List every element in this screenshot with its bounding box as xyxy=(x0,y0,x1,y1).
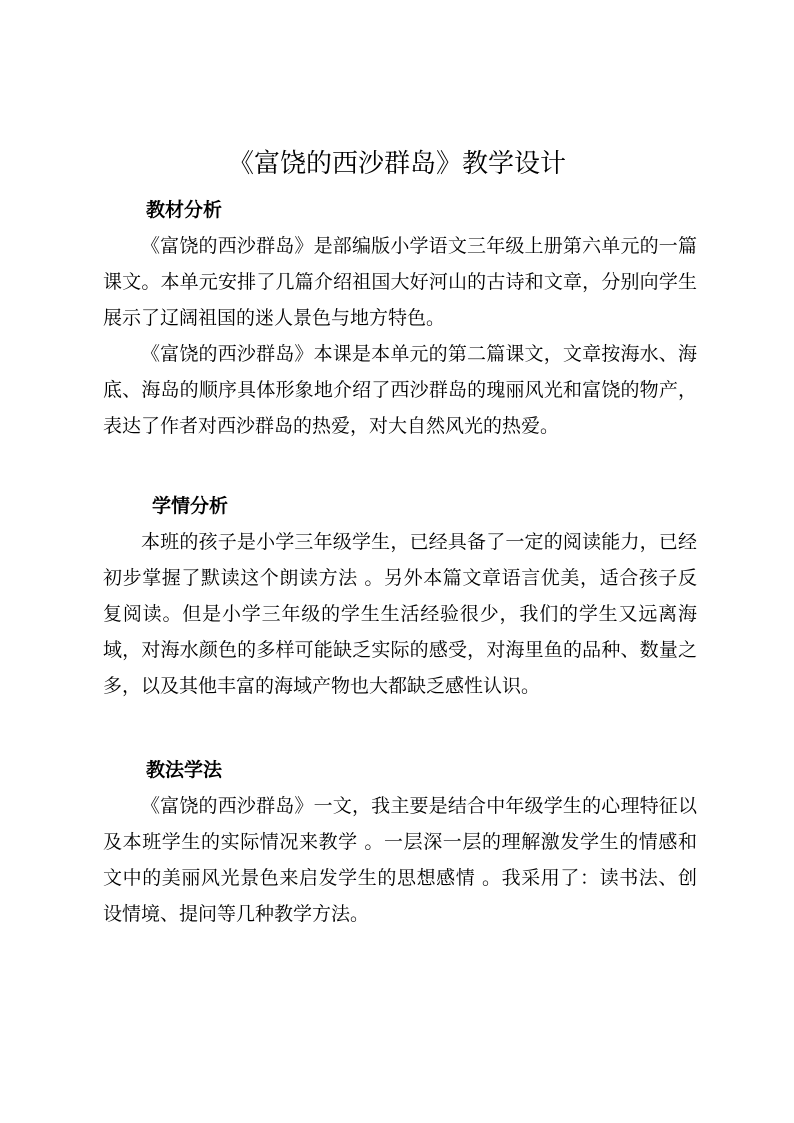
section-heading-textbook-analysis: 教材分析 xyxy=(146,199,223,221)
paragraph-textbook-analysis-1: 《富饶的西沙群岛》是部编版小学语文三年级上册第六单元的一篇课文。本单元安排了几篇介绍祖国大好河山的古诗和文章，分别向学生展示了辽阔祖国的迷人景色与地方特色。 xyxy=(103,235,697,329)
paragraph-teaching-methods: 《富饶的西沙群岛》一文，我主要是结合中年级学生的心理特征以及本班学生的实际情况来教学 。一层深一层的理解激发学生的情感和文中的美丽风光景色来启发学生的思想感情 。我采用了：读书法、创设情境、提问等几种教学方法。 xyxy=(103,795,697,925)
paragraph-student-analysis: 本班的孩子是小学三年级学生，已经具备了一定的阅读能力，已经初步掌握了默读这个朗读方法 。另外本篇文章语言优美，适合孩子反复阅读。但是小学三年级的学生生活经验很少，我们的学生又远离海域，对海水颜色的多样可能缺乏实际的感受，对海里鱼的品种、数量之多，以及其他丰富的海域产物也大都缺乏感性认识。 xyxy=(103,531,697,697)
section-heading-teaching-methods: 教法学法 xyxy=(146,759,223,781)
document-title: 《富饶的西沙群岛》教学设计 xyxy=(227,149,566,179)
paragraph-textbook-analysis-2: 《富饶的西沙群岛》本课是本单元的第二篇课文，文章按海水、海底、海岛的顺序具体形象地介绍了西沙群岛的瑰丽风光和富饶的物产，表达了作者对西沙群岛的热爱，对大自然风光的热爱。 xyxy=(103,343,697,437)
section-heading-student-analysis: 学情分析 xyxy=(152,495,229,517)
